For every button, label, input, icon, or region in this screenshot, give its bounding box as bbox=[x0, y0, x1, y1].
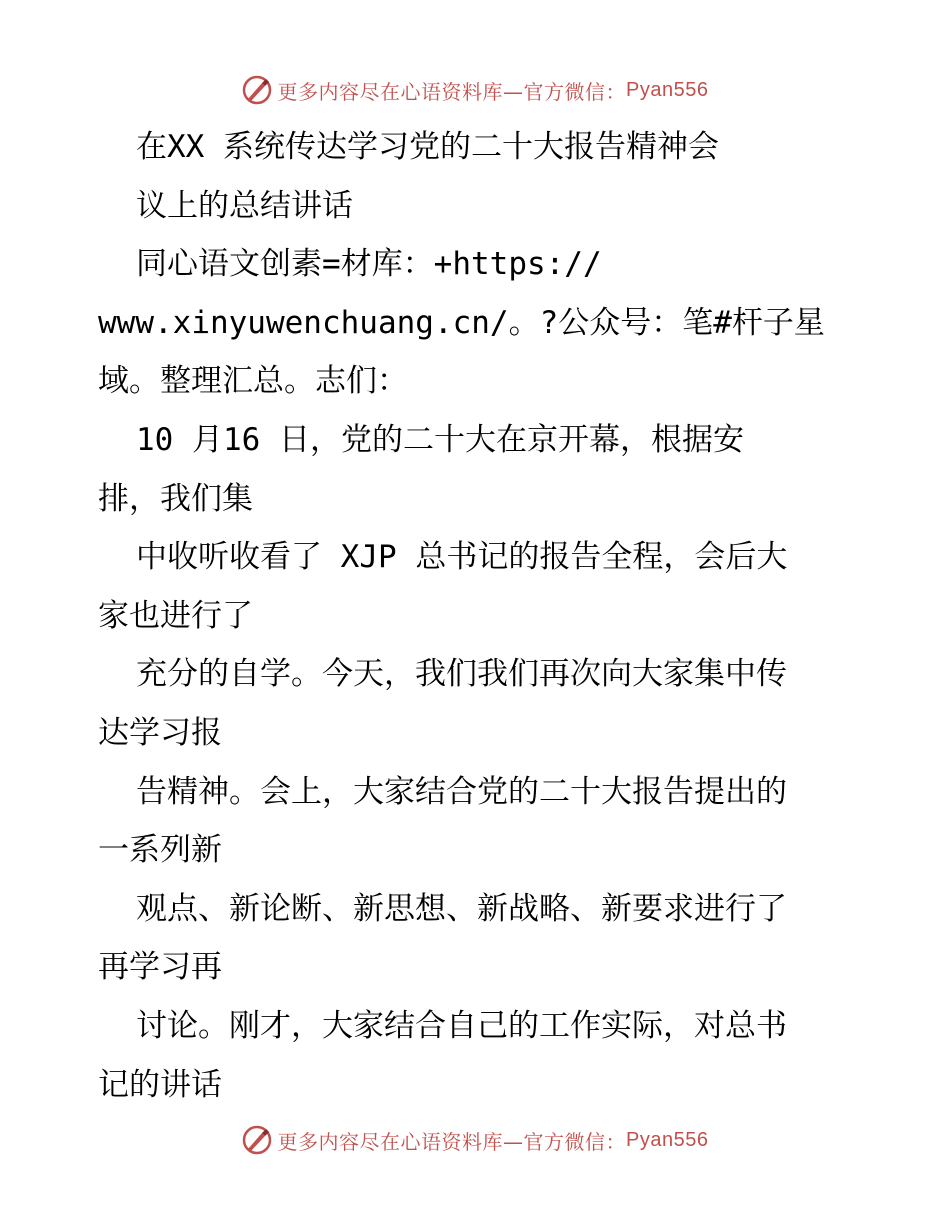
paragraph-line: 观点、新论断、新思想、新战略、新要求进行了 bbox=[136, 890, 787, 927]
pen-logo-icon bbox=[242, 75, 272, 105]
salutation-line: 域。整理汇总。志们： bbox=[98, 363, 408, 400]
banner-text: 更多内容尽在心语资料库—官方微信： bbox=[277, 79, 627, 104]
document-body bbox=[98, 125, 858, 1121]
paragraph-line: 达学习报 bbox=[98, 714, 222, 751]
paragraph-line: 家也进行了 bbox=[98, 597, 253, 634]
paragraph-line: 中收听收看了 XJP 总书记的报告全程，会后大 bbox=[136, 539, 788, 576]
paragraph-line: 充分的自学。今天，我们我们再次向大家集中传 bbox=[136, 656, 787, 693]
pen-logo-icon bbox=[242, 1125, 272, 1155]
paragraph-line: 10 月16 日，党的二十大在京开幕，根据安 bbox=[136, 421, 744, 458]
paragraph-line: 一系列新 bbox=[98, 832, 222, 869]
paragraph-line: 记的讲话 bbox=[98, 1066, 222, 1103]
footer-banner bbox=[0, 1120, 950, 1160]
source-line-2: www.xinyuwenchuang.cn/。?公众号：笔#杆子星 bbox=[98, 304, 825, 341]
banner-text: 更多内容尽在心语资料库—官方微信： bbox=[277, 1129, 627, 1154]
header-banner bbox=[0, 70, 950, 110]
source-line-1: 同心语文创素=材库：+https:// bbox=[136, 246, 602, 283]
paragraph-line: 讨论。刚才，大家结合自己的工作实际，对总书 bbox=[136, 1007, 787, 1044]
title-line-2: 议上的总结讲话 bbox=[136, 187, 353, 224]
paragraph-line: 排，我们集 bbox=[98, 480, 253, 517]
banner-wechat-id: Pyan556 bbox=[626, 1128, 709, 1151]
banner-wechat-id: Pyan556 bbox=[626, 78, 709, 101]
title-line-1: 在XX 系统传达学习党的二十大报告精神会 bbox=[136, 129, 719, 165]
paragraph-line: 告精神。会上，大家结合党的二十大报告提出的 bbox=[136, 773, 787, 810]
paragraph-line: 再学习再 bbox=[98, 949, 222, 986]
